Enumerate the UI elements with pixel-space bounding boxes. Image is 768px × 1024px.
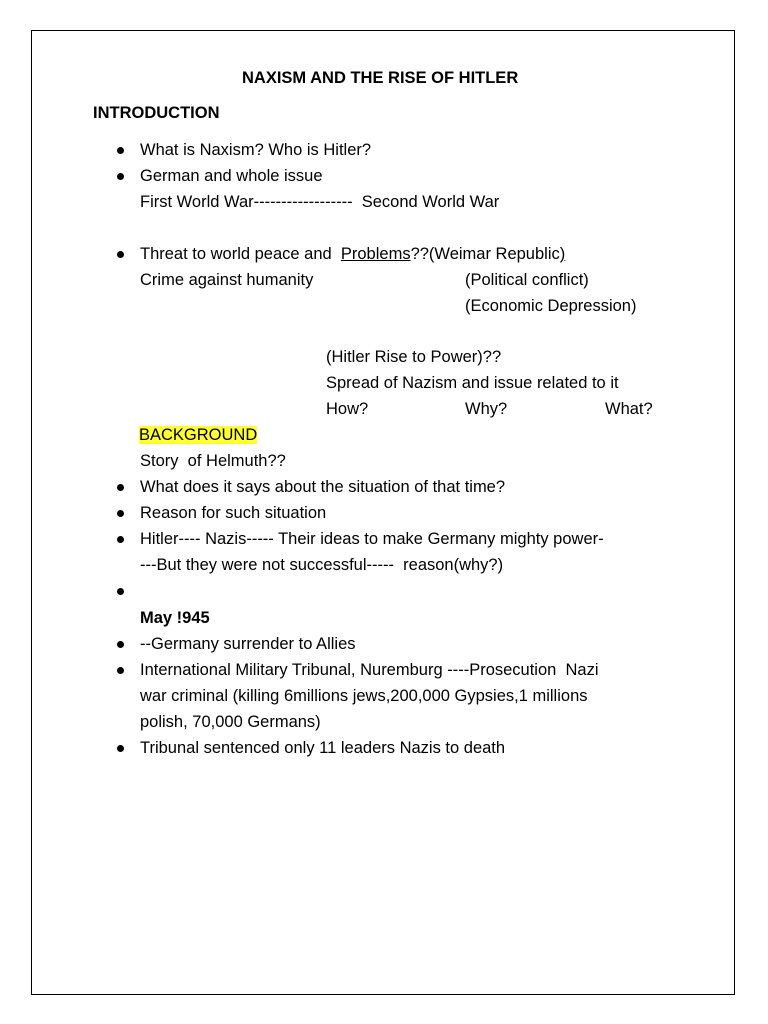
document-title: NAXISM AND THE RISE OF HITLER [242, 69, 519, 87]
background-item-2: Reason for such situation [140, 504, 327, 522]
bullet-icon [117, 484, 124, 491]
intro-item-3-prefix: Threat to world peace and [140, 245, 341, 263]
story-text: Story of Helmuth?? [140, 452, 286, 470]
intro-item-1: What is Naxism? Who is Hitler? [140, 141, 372, 159]
may-item-1: --Germany surrender to Allies [140, 635, 356, 653]
background-item-3-line2: ---But they were not successful----- reason(why?) [140, 556, 504, 574]
may-item-2: International Military Tribunal, Nuremburg ----Prosecution Nazi [140, 661, 599, 679]
intro-item-2: German and whole issue [140, 167, 323, 185]
bullet-icon [117, 745, 124, 752]
bullet-icon [117, 536, 124, 543]
may-item-2-line3: polish, 70,000 Germans) [140, 713, 321, 731]
bullet-icon [117, 147, 124, 154]
intro-item-2-line2: First World War------------------ Second World War [140, 193, 500, 211]
bullet-icon [117, 641, 124, 648]
bullet-icon [117, 588, 124, 595]
background-item-1: What does it says about the situation of that time? [140, 478, 506, 496]
intro-item-3-suffix: ??(Weimar Republic [410, 245, 560, 263]
spread-nazism-text: Spread of Nazism and issue related to it [326, 374, 619, 392]
political-conflict-text: (Political conflict) [465, 271, 589, 289]
what-text: What? [605, 400, 653, 418]
may-heading: May !945 [140, 609, 210, 627]
intro-item-3-paren: ) [559, 245, 566, 263]
crime-text: Crime against humanity [140, 271, 314, 289]
problems-link-text: Problems [340, 245, 411, 263]
background-heading: BACKGROUND [139, 426, 258, 444]
bullet-icon [117, 251, 124, 258]
page-border [31, 30, 735, 995]
why-text: Why? [465, 400, 508, 418]
introduction-heading: INTRODUCTION [93, 104, 220, 122]
may-item-2-line2: war criminal (killing 6millions jews,200,000 Gypsies,1 millions [140, 687, 588, 705]
how-text: How? [326, 400, 369, 418]
bullet-icon [117, 667, 124, 674]
background-item-3: Hitler---- Nazis----- Their ideas to make Germany mighty power- [140, 530, 604, 548]
intro-item-3 [140, 244, 565, 264]
economic-depression-text: (Economic Depression) [465, 297, 637, 315]
bullet-icon [117, 510, 124, 517]
hitler-rise-text: (Hitler Rise to Power)?? [326, 348, 502, 366]
may-item-3: Tribunal sentenced only 11 leaders Nazis to death [140, 739, 506, 757]
bullet-icon [117, 173, 124, 180]
